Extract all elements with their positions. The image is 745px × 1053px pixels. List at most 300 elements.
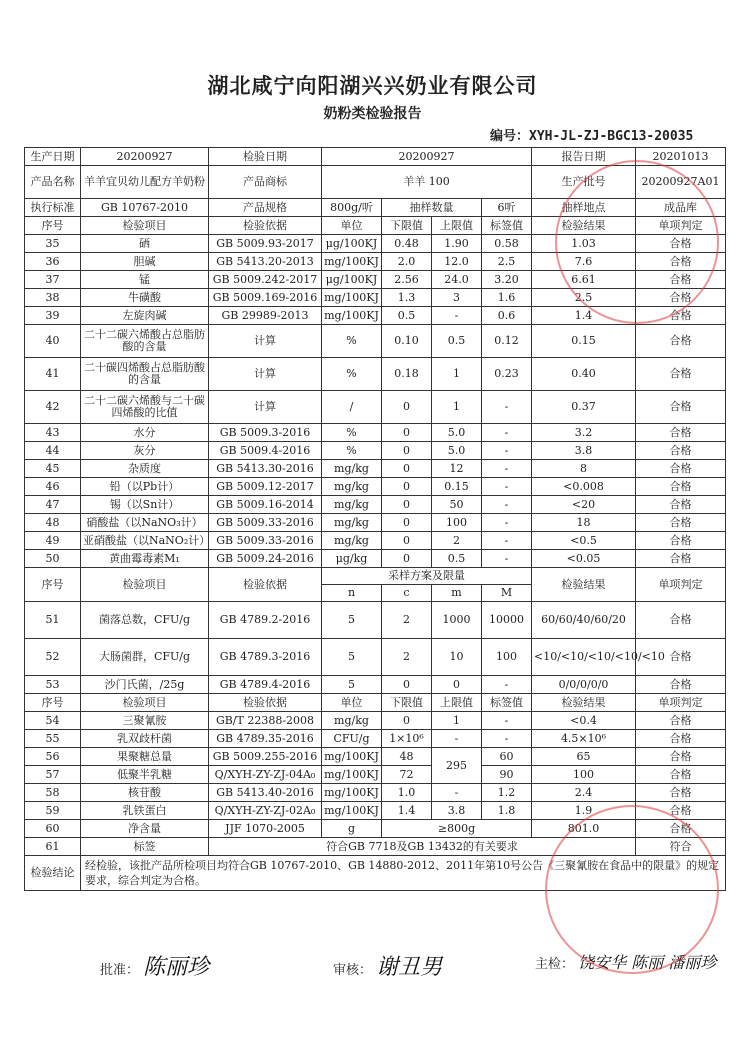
row-judgement: 合格 [636,424,726,442]
row-upper: 0.15 [432,478,482,496]
row-basis: GB 5009.4-2016 [209,442,322,460]
row-result: <10/<10/<10/<10/<10 [532,639,636,676]
row-judgement: 合格 [636,478,726,496]
row-no: 42 [25,391,81,424]
row-unit: mg/kg [322,532,382,550]
row-lower: 0.18 [382,358,432,391]
row-judgement: 合格 [636,639,726,676]
row-lower: 0 [382,712,432,730]
row-M: 10000 [482,602,532,639]
report-date-label: 报告日期 [532,148,636,166]
row-label-value: 1.2 [482,784,532,802]
hdr-upper: 上限值 [432,694,482,712]
row-label-value: - [482,460,532,478]
row-basis: 计算 [209,325,322,358]
row-lower: 2.0 [382,253,432,271]
row-lower: 0 [382,424,432,442]
row-no: 48 [25,514,81,532]
row-item: 水分 [81,424,209,442]
row-label-value: 90 [482,766,532,784]
row-item: 灰分 [81,442,209,460]
row-basis: GB 5413.40-2016 [209,784,322,802]
brand: 羊羊 100 [322,166,532,199]
row-unit: % [322,424,382,442]
row-upper: 1 [432,391,482,424]
standard-label: 执行标准 [25,199,81,217]
row-basis: GB 5009.16-2014 [209,496,322,514]
row-item: 三聚氰胺 [81,712,209,730]
row-no: 54 [25,712,81,730]
row-judgement: 合格 [636,253,726,271]
row-upper: - [432,730,482,748]
row-result: 7.6 [532,253,636,271]
hdr-m: M [482,585,532,602]
row-item: 净含量 [81,820,209,838]
approve-label: 批准： [100,963,140,978]
row-upper: 2 [432,532,482,550]
row-unit: mg/kg [322,478,382,496]
row-result: 0.40 [532,358,636,391]
row-result: <0.5 [532,532,636,550]
hdr-basis: 检验依据 [209,568,322,602]
hdr-result: 检验结果 [532,694,636,712]
row-unit: μg/kg [322,550,382,568]
row-upper: 5.0 [432,424,482,442]
row-unit: mg/100KJ [322,748,382,766]
row-judgement: 合格 [636,514,726,532]
row-judgement: 合格 [636,289,726,307]
row-item: 亚硝酸盐（以NaNO₂计） [81,532,209,550]
row-no: 39 [25,307,81,325]
row-judgement: 合格 [636,784,726,802]
micro-row [25,602,726,639]
row-unit: g [322,820,382,838]
row-result: 65 [532,748,636,766]
row-judgement: 合格 [636,550,726,568]
row-upper: - [432,307,482,325]
row-basis: GB 4789.35-2016 [209,730,322,748]
stamp-bottom [545,805,719,974]
row-basis: GB 4789.3-2016 [209,639,322,676]
row-upper: 1.90 [432,235,482,253]
test-signature: 饶安华 陈丽 潘丽珍 [578,953,717,972]
row-item: 二十碳四烯酸占总脂肪酸的含量 [81,358,209,391]
row-basis: 计算 [209,358,322,391]
row-upper: 1 [432,358,482,391]
row-basis: GB 5009.242-2017 [209,271,322,289]
hdr-basis: 检验依据 [209,217,322,235]
row-item: 大肠菌群，CFU/g [81,639,209,676]
row-result: 2.4 [532,784,636,802]
row-lower: 0 [382,460,432,478]
review-block [333,950,442,981]
hdr-item: 检验项目 [81,568,209,602]
row-no: 35 [25,235,81,253]
row-label-value: - [482,514,532,532]
test-row [25,424,726,442]
row-no: 44 [25,442,81,460]
test-row [25,784,726,802]
row-label-value: 0.23 [482,358,532,391]
row-no: 41 [25,358,81,391]
row-result: 2.5 [532,289,636,307]
row-unit: μg/100KJ [322,235,382,253]
standard: GB 10767-2010 [81,199,209,217]
product-name: 羊羊宜贝幼儿配方羊奶粉 [81,166,209,199]
row-basis: Q/XYH-ZY-ZJ-04A₀ [209,766,322,784]
row-label-value: 1.8 [482,802,532,820]
row-M: 100 [482,639,532,676]
test-row [25,748,726,766]
row-lower: 1×10⁶ [382,730,432,748]
row-upper: 5.0 [432,442,482,460]
company-title: 湖北咸宁向阳湖兴兴奶业有限公司 [207,74,538,98]
row-result: <0.05 [532,550,636,568]
row-judgement: 合格 [636,532,726,550]
hdr-no: 序号 [25,694,81,712]
row-no: 40 [25,325,81,358]
test-row [25,478,726,496]
row-upper: 3.8 [432,802,482,820]
row-basis: GB 5009.169-2016 [209,289,322,307]
row-unit: μg/100KJ [322,271,382,289]
row-unit: mg/100KJ [322,289,382,307]
batch: 20200927A01 [636,166,726,199]
row-no: 38 [25,289,81,307]
row-result: 1.03 [532,235,636,253]
row-upper: - [432,784,482,802]
row-item: 乳双歧杆菌 [81,730,209,748]
test-row [25,532,726,550]
row-label-value: 60 [482,748,532,766]
row-lower: 0 [382,442,432,460]
row-lower: 0 [382,478,432,496]
test-row [25,442,726,460]
row-label-value: - [482,478,532,496]
row-basis: GB 5009.33-2016 [209,532,322,550]
row-item: 乳铁蛋白 [81,802,209,820]
row-unit: % [322,358,382,391]
row-item: 二十二碳六烯酸与二十碳四烯酸的比值 [81,391,209,424]
review-signature: 谢丑男 [376,955,443,980]
row-unit: mg/100KJ [322,784,382,802]
row-m: 1000 [432,602,482,639]
hdr-lower: 下限值 [382,217,432,235]
conclusion-label: 检验结论 [25,856,81,891]
row-unit: % [322,442,382,460]
row-lower: 72 [382,766,432,784]
row-item: 铅（以Pb计） [81,478,209,496]
row-item: 沙门氏菌，/25g [81,676,209,694]
test-row [25,514,726,532]
row-m: 0 [432,676,482,694]
row-label-value: - [482,532,532,550]
hdr-unit: 单位 [322,217,382,235]
row-item: 低聚半乳糖 [81,766,209,784]
hdr-label: 标签值 [482,694,532,712]
row-upper: 1 [432,712,482,730]
row-label-value: - [482,391,532,424]
row-judgement: 合格 [636,676,726,694]
row-no: 51 [25,602,81,639]
row-item: 果聚糖总量 [81,748,209,766]
row-item: 标签 [81,838,209,856]
row-lower: 0.5 [382,307,432,325]
test-row [25,550,726,568]
row-upper: 12 [432,460,482,478]
stamp-top [555,160,719,324]
row-c: 2 [382,639,432,676]
row-item: 二十二碳六烯酸占总脂肪酸的含量 [81,325,209,358]
row-result: 100 [532,766,636,784]
product-name-label: 产品名称 [25,166,81,199]
hdr-no: 序号 [25,217,81,235]
row-no: 52 [25,639,81,676]
row-basis: GB 4789.2-2016 [209,602,322,639]
row-judgement: 合格 [636,766,726,784]
row-n: 5 [322,676,382,694]
row-unit: mg/100KJ [322,802,382,820]
test-date: 20200927 [322,148,532,166]
row-basis: GB/T 22388-2008 [209,712,322,730]
row-upper: 295 [432,748,482,784]
row-basis: GB 5009.3-2016 [209,424,322,442]
row-upper: 100 [432,514,482,532]
row-no: 58 [25,784,81,802]
row-no: 55 [25,730,81,748]
row-label-value: - [482,424,532,442]
hdr-result: 检验结果 [532,568,636,602]
row-lower: 48 [382,748,432,766]
row-judgement: 合格 [636,391,726,424]
row-result: 4.5×10⁶ [532,730,636,748]
row-unit: mg/100KJ [322,253,382,271]
row-lower: 0 [382,550,432,568]
row-label-value: 2.5 [482,253,532,271]
batch-label: 生产批号 [532,166,636,199]
row-label-value: 0.6 [482,307,532,325]
row-item: 硝酸盐（以NaNO₃计） [81,514,209,532]
spec: 800g/听 [322,199,382,217]
hdr-label: 标签值 [482,217,532,235]
row-unit: mg/kg [322,514,382,532]
hdr-unit: 单位 [322,694,382,712]
row-label-value: - [482,442,532,460]
test-label: 主检： [535,957,575,972]
row-result: 3.2 [532,424,636,442]
sample-qty-label: 抽样数量 [382,199,482,217]
micro-row [25,639,726,676]
row-result: 3.8 [532,442,636,460]
test-date-label: 检验日期 [209,148,322,166]
row-unit: % [322,325,382,358]
row-lower: 1.3 [382,289,432,307]
review-label: 审核： [333,963,373,978]
hdr-n: n [322,585,382,602]
row-lower: 2.56 [382,271,432,289]
row-no: 50 [25,550,81,568]
test-row [25,325,726,358]
sample-loc: 成品库 [636,199,726,217]
row-basis: GB 5009.93-2017 [209,235,322,253]
row-result: <0.4 [532,712,636,730]
row-judgement: 符合 [636,838,726,856]
row-n: 5 [322,602,382,639]
row-lower: 0.48 [382,235,432,253]
row-no: 36 [25,253,81,271]
row-no: 61 [25,838,81,856]
row-upper: 50 [432,496,482,514]
report-date: 20201013 [636,148,726,166]
hdr-result: 检验结果 [532,217,636,235]
row-result: 1.4 [532,307,636,325]
sample-qty: 6听 [482,199,532,217]
row-label-value: 0.12 [482,325,532,358]
row-judgement: 合格 [636,460,726,478]
hdr-m: m [432,585,482,602]
row-no: 59 [25,802,81,820]
row-lower: 0 [382,496,432,514]
row-judgement: 合格 [636,271,726,289]
test-row [25,712,726,730]
row-lower: 0 [382,391,432,424]
row-label-value: 3.20 [482,271,532,289]
row-basis: GB 4789.4-2016 [209,676,322,694]
row-unit: / [322,391,382,424]
row-label-value: 1.6 [482,289,532,307]
test-row [25,460,726,478]
row-label-value: - [482,550,532,568]
row-basis: GB 5009.12-2017 [209,478,322,496]
row-basis: GB 5009.255-2016 [209,748,322,766]
row-unit: mg/100KJ [322,766,382,784]
brand-label: 产品商标 [209,166,322,199]
row-no: 57 [25,766,81,784]
row-description: 符合GB 7718及GB 13432的有关要求 [209,838,636,856]
row-judgement: 合格 [636,496,726,514]
header-row-3 [25,694,726,712]
row-label-value: - [482,496,532,514]
row-c: 0 [382,676,432,694]
row-label-value: - [482,730,532,748]
row-judgement: 合格 [636,820,726,838]
hdr-item: 检验项目 [81,217,209,235]
row-m: 10 [432,639,482,676]
hdr-upper: 上限值 [432,217,482,235]
row-judgement: 合格 [636,712,726,730]
row-judgement: 合格 [636,602,726,639]
row-result: 1.9 [532,802,636,820]
row-result: 8 [532,460,636,478]
hdr-judge: 单项判定 [636,694,726,712]
row-upper: 3 [432,289,482,307]
row-item: 锰 [81,271,209,289]
row-judgement: 合格 [636,358,726,391]
row-c: 2 [382,602,432,639]
row-no: 53 [25,676,81,694]
micro-row [25,676,726,694]
row-no: 60 [25,820,81,838]
row-result: 0.37 [532,391,636,424]
hdr-no: 序号 [25,568,81,602]
test-row [25,766,726,784]
hdr-item: 检验项目 [81,694,209,712]
row-result: <0.008 [532,478,636,496]
row-item: 核苷酸 [81,784,209,802]
row-no: 56 [25,748,81,766]
row-result: <20 [532,496,636,514]
spec-label: 产品规格 [209,199,322,217]
row-unit: CFU/g [322,730,382,748]
sample-loc-label: 抽样地点 [532,199,636,217]
row-item: 黄曲霉毒素M₁ [81,550,209,568]
row-result: 60/60/40/60/20 [532,602,636,639]
row-lower: 0 [382,514,432,532]
row-limit: ≥800g [382,820,532,838]
row-basis: GB 5413.30-2016 [209,460,322,478]
hdr-basis: 检验依据 [209,694,322,712]
row-result: 0/0/0/0/0 [532,676,636,694]
row-judgement: 合格 [636,307,726,325]
row-no: 49 [25,532,81,550]
row-item: 锡（以Sn计） [81,496,209,514]
row-no: 46 [25,478,81,496]
row-upper: 24.0 [432,271,482,289]
row-basis: GB 5009.33-2016 [209,514,322,532]
approve-signature: 陈丽珍 [143,955,210,980]
row-upper: 12.0 [432,253,482,271]
row-judgement: 合格 [636,802,726,820]
hdr-sampling: 采样方案及限量 [322,568,532,585]
row-no: 43 [25,424,81,442]
hdr-judge: 单项判定 [636,217,726,235]
row-unit: mg/kg [322,712,382,730]
hdr-c: c [382,585,432,602]
row-result: 6.61 [532,271,636,289]
row-item: 胆碱 [81,253,209,271]
row-n: 5 [322,639,382,676]
micro-header-1 [25,568,726,585]
row-no: 37 [25,271,81,289]
row-result: 801.0 [532,820,636,838]
hdr-judge: 单项判定 [636,568,726,602]
row-lower: 1.0 [382,784,432,802]
row-label-value: - [482,712,532,730]
conclusion-text: 经检验，该批产品所检项目均符合GB 10767-2010、GB 14880-2012、2011年第10号公告《三聚氰胺在食品中的限量》的规定要求，综合判定为合格。 [81,856,726,891]
row-unit: mg/100KJ [322,307,382,325]
approve-block [100,950,209,981]
test-row [25,358,726,391]
row-item: 牛磺酸 [81,289,209,307]
row-judgement: 合格 [636,748,726,766]
row-unit: mg/kg [322,460,382,478]
prod-date: 20200927 [81,148,209,166]
row-lower: 0 [382,532,432,550]
prod-date-label: 生产日期 [25,148,81,166]
row-judgement: 合格 [636,325,726,358]
row-no: 45 [25,460,81,478]
hdr-lower: 下限值 [382,694,432,712]
row-basis: GB 29989-2013 [209,307,322,325]
test-row [25,496,726,514]
row-result: 18 [532,514,636,532]
row-result: 0.15 [532,325,636,358]
row-upper: 0.5 [432,550,482,568]
row-item: 杂质度 [81,460,209,478]
row-item: 硒 [81,235,209,253]
row-lower: 1.4 [382,802,432,820]
row-basis: GB 5009.24-2016 [209,550,322,568]
